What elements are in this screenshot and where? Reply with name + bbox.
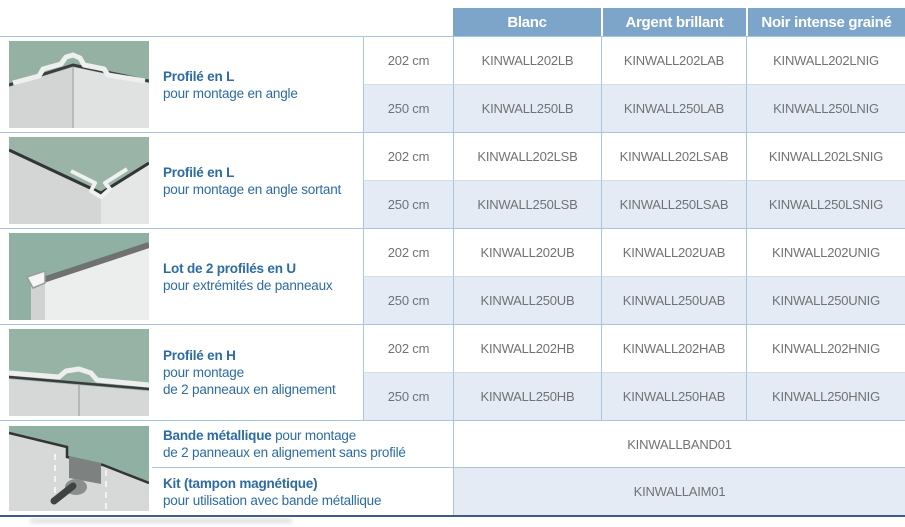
size-cell: 202 cm xyxy=(363,228,453,276)
table-bottom-rule xyxy=(0,515,905,517)
product-subtitle: pour montage en angle sortant xyxy=(163,181,342,197)
accessory-code-cell: KINWALLAIM01 xyxy=(453,467,905,515)
size-cell: 250 cm xyxy=(363,84,453,132)
column-header-noir-intense-graine: Noir intense grainé xyxy=(746,8,905,36)
product-code-cell: KINWALL202UNIG xyxy=(746,228,905,276)
product-code-cell: KINWALL202HB xyxy=(453,324,601,372)
size-cell: 202 cm xyxy=(363,36,453,84)
product-code-cell: KINWALL250LB xyxy=(453,84,601,132)
header-spacer xyxy=(0,8,453,36)
product-code-cell: KINWALL250LSB xyxy=(453,180,601,228)
accessory-subtitle: pour utilisation avec bande métallique xyxy=(163,492,382,508)
product-code-cell: KINWALL202HAB xyxy=(601,324,746,372)
product-title: Lot de 2 profilés en U xyxy=(163,260,296,276)
product-description xyxy=(152,36,363,132)
photo-drop-shadow xyxy=(30,519,292,523)
product-photo-u-profile xyxy=(0,228,152,324)
product-code-cell: KINWALL250HB xyxy=(453,372,601,420)
product-code-cell: KINWALL250LNIG xyxy=(746,84,905,132)
product-subtitle: pour montage en angle xyxy=(163,85,298,101)
product-description xyxy=(152,324,363,420)
product-code-cell: KINWALL202LSB xyxy=(453,132,601,180)
product-code-cell: KINWALL202LNIG xyxy=(746,36,905,84)
product-code-cell: KINWALL202LSAB xyxy=(601,132,746,180)
product-code-cell: KINWALL250LSAB xyxy=(601,180,746,228)
product-code-cell: KINWALL250LAB xyxy=(601,84,746,132)
l-profile-interior-angle-illustration xyxy=(9,41,149,128)
product-title: Profilé en L xyxy=(163,164,235,180)
product-code-cell: KINWALL250HNIG xyxy=(746,372,905,420)
product-description xyxy=(152,228,363,324)
product-code-cell: KINWALL202LB xyxy=(453,36,601,84)
product-subtitle: pour montage xyxy=(163,365,244,380)
l-profile-exterior-angle-illustration xyxy=(9,137,149,224)
accessory-description xyxy=(152,420,453,467)
accessory-subtitle: de 2 panneaux en alignement sans profilé xyxy=(163,445,406,460)
product-code-cell: KINWALL250HAB xyxy=(601,372,746,420)
product-title: Profilé en H xyxy=(163,348,236,363)
product-code-cell: KINWALL202HNIG xyxy=(746,324,905,372)
product-photo-l-interior-angle xyxy=(0,36,152,132)
size-cell: 202 cm xyxy=(363,324,453,372)
product-subtitle-line2: de 2 panneaux en alignement xyxy=(163,382,336,397)
accessory-title: Kit (tampon magnétique) xyxy=(163,475,318,491)
accessory-description xyxy=(152,467,453,515)
size-cell: 250 cm xyxy=(363,276,453,324)
product-code-cell: KINWALL202LSNIG xyxy=(746,132,905,180)
product-code-cell: KINWALL202LAB xyxy=(601,36,746,84)
h-profile-illustration xyxy=(9,329,149,416)
metal-band-magnet-illustration xyxy=(9,426,149,511)
product-subtitle: pour extrémités de panneaux xyxy=(163,277,333,293)
product-description xyxy=(152,132,363,228)
size-cell: 250 cm xyxy=(363,180,453,228)
product-photo-h-profile xyxy=(0,324,152,420)
product-code-cell: KINWALL202UAB xyxy=(601,228,746,276)
accessory-code-cell: KINWALLBAND01 xyxy=(453,420,905,467)
product-photo-l-exterior-angle xyxy=(0,132,152,228)
column-header-blanc: Blanc xyxy=(453,8,601,36)
product-table xyxy=(0,8,905,515)
product-code-cell: KINWALL250UNIG xyxy=(746,276,905,324)
column-header-argent-brillant: Argent brillant xyxy=(601,8,746,36)
accessory-title: Bande métallique xyxy=(163,428,272,443)
product-code-cell: KINWALL250UAB xyxy=(601,276,746,324)
product-code-cell: KINWALL250UB xyxy=(453,276,601,324)
product-title: Profilé en L xyxy=(163,68,235,84)
product-photo-metal-band-magnet xyxy=(0,420,152,515)
product-code-cell: KINWALL202UB xyxy=(453,228,601,276)
size-cell: 202 cm xyxy=(363,132,453,180)
accessory-title-suffix: pour montage xyxy=(271,428,357,443)
product-code-cell: KINWALL250LSNIG xyxy=(746,180,905,228)
u-profile-illustration xyxy=(9,233,149,320)
size-cell: 250 cm xyxy=(363,372,453,420)
